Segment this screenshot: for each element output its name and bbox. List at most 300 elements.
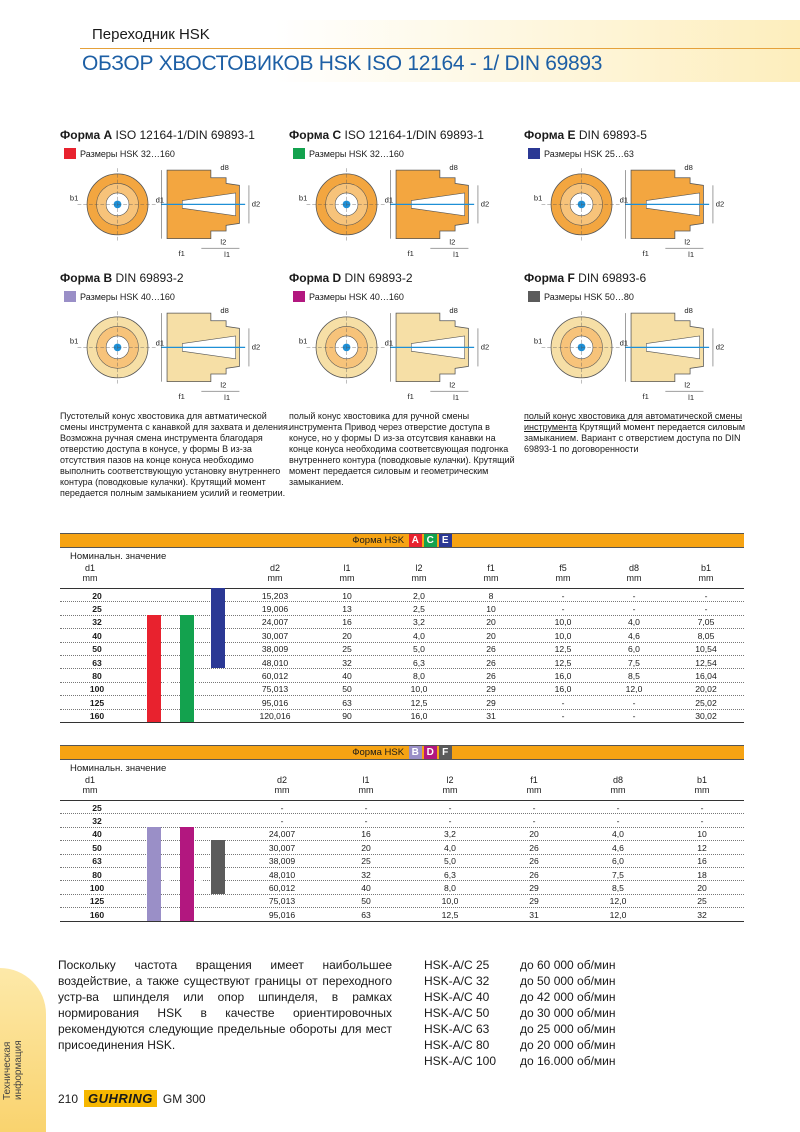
table-cell: 10 (697, 829, 707, 840)
column-name: d1 (84, 563, 95, 573)
column-unit: mm (82, 573, 98, 583)
column-unit: mm (442, 785, 458, 795)
dim-label-d2: d2 (715, 199, 725, 209)
table-row (60, 642, 744, 655)
form-size-range (64, 291, 300, 302)
form-title (289, 271, 529, 285)
form-standard: DIN 69893-6 (578, 271, 647, 285)
rpm-limit: до 42 000 об/мин (520, 990, 616, 1004)
rpm-limit: до 16.000 об/мин (520, 1054, 616, 1068)
form-size-text: Размеры HSK 25…63 (544, 148, 634, 159)
table-cell: - (704, 590, 708, 601)
table-cell: 90 (342, 711, 352, 722)
dim-label-l2: l2 (449, 237, 456, 247)
dim-label-d8: d8 (684, 163, 693, 173)
dim-label-l2: l2 (220, 380, 227, 390)
table-cell: 30,02 (695, 711, 717, 722)
table-cell: 18 (697, 869, 707, 880)
row-size: 25 (92, 603, 102, 614)
column-unit: mm (411, 573, 427, 583)
side-label-line-2: информация (13, 1040, 24, 1100)
row-size: 63 (92, 657, 102, 668)
table-row (60, 709, 744, 722)
table-caption (60, 745, 744, 760)
dim-label-f1: f1 (642, 391, 649, 401)
form-size-range (293, 291, 529, 302)
table-row (60, 827, 744, 840)
form-color-swatch (528, 291, 540, 302)
column-header-l1 (346, 775, 386, 795)
table-cell: - (632, 603, 636, 614)
table-caption-text: Форма HSK (352, 747, 405, 758)
column-header-b1 (686, 563, 726, 583)
table-cell: - (632, 590, 636, 601)
table-cell: 25 (361, 856, 371, 867)
table-cell: - (280, 815, 284, 826)
table-cell: 20 (342, 630, 352, 641)
column-unit: mm (358, 785, 374, 795)
table-cell: 29 (529, 896, 539, 907)
table-cell: 10,0 (441, 896, 459, 907)
column-header-d8 (614, 563, 654, 583)
dim-label-d2: d2 (480, 342, 490, 352)
table-row (60, 813, 744, 826)
rpm-list (424, 957, 616, 1069)
form-color-swatch (64, 148, 76, 159)
range-bar-F (211, 840, 225, 894)
table-row (60, 655, 744, 668)
table-cell: 24,007 (261, 617, 289, 628)
table-cell: 38,009 (261, 644, 289, 655)
table-row (60, 800, 744, 813)
dim-label-d8: d8 (220, 163, 229, 173)
table-cell: 25 (697, 896, 707, 907)
caption-letter-A: A (409, 534, 422, 547)
table-cell: 20,02 (695, 684, 717, 695)
column-header-d8 (598, 775, 638, 795)
dim-label-d2: d2 (715, 342, 725, 352)
range-bar-C (180, 615, 194, 722)
page-number: 210 (58, 1091, 79, 1106)
table-cell: 75,013 (261, 684, 289, 695)
table-cell: 16,04 (695, 670, 717, 681)
rpm-row (424, 989, 616, 1005)
column-unit: mm (610, 785, 626, 795)
form-4 (289, 271, 529, 401)
row-size: 63 (92, 856, 102, 867)
form-size-range (528, 148, 764, 159)
column-header-d1 (70, 563, 110, 583)
column-unit: mm (82, 785, 98, 795)
dim-label-l1: l1 (688, 392, 695, 402)
table-cell: 31 (529, 909, 539, 920)
form-title (289, 128, 529, 142)
form-title (524, 271, 764, 285)
row-size: 40 (92, 630, 102, 641)
form-label: Форма D (289, 271, 342, 285)
table-cell: 60,012 (261, 670, 289, 681)
form-drawing (532, 162, 732, 262)
column-header-l2 (399, 563, 439, 583)
rpm-row (424, 1037, 616, 1053)
dim-label-d8: d8 (449, 306, 458, 316)
form-standard: DIN 69893-2 (115, 271, 184, 285)
table-cell: - (280, 802, 284, 813)
dim-label-l2: l2 (449, 380, 456, 390)
table-cell: 40 (342, 670, 352, 681)
dim-label-l1: l1 (453, 249, 460, 259)
rpm-row (424, 1053, 616, 1069)
table-cell: 7,05 (697, 617, 715, 628)
caption-letter-C: C (424, 534, 437, 547)
table-row (60, 854, 744, 870)
column-unit: mm (698, 573, 714, 583)
table-cell: 10,0 (554, 630, 572, 641)
table-cell: - (448, 815, 452, 826)
description-rest: Крутящий момент передается силовым замыканием. Вариант с отверстием доступа по DIN 69893-1 по договоренности (524, 422, 746, 454)
form-size-text: Размеры HSK 40…160 (80, 291, 175, 302)
table-cell: 8,5 (612, 882, 624, 893)
page-subtitle: ОБЗОР ХВОСТОВИКОВ HSK ISO 12164 - 1/ DIN 69893 (82, 52, 603, 75)
row-size: 160 (89, 711, 105, 722)
rpm-row (424, 957, 616, 973)
form-2 (524, 128, 764, 258)
column-unit: mm (483, 573, 499, 583)
table-cell: 4,0 (444, 842, 456, 853)
table-cell: 13 (342, 603, 352, 614)
table-cell: - (364, 815, 368, 826)
column-header-d2 (262, 775, 302, 795)
table-cell: 12,5 (441, 909, 459, 920)
rpm-limit: до 25 000 об/мин (520, 1022, 616, 1036)
form-5 (524, 271, 764, 401)
dim-label-l2: l2 (684, 380, 691, 390)
form-title (60, 128, 300, 142)
form-color-swatch (293, 291, 305, 302)
dim-label-d8: d8 (220, 306, 229, 316)
table-cell: 6,3 (413, 657, 425, 668)
table-cell: 12,54 (695, 657, 717, 668)
table-cell: 8,0 (413, 670, 425, 681)
table-cell: - (632, 711, 636, 722)
form-size-text: Размеры HSK 32…160 (80, 148, 175, 159)
dim-label-f1: f1 (407, 391, 414, 401)
table-cell: 50 (342, 684, 352, 695)
table-cell: 12,0 (625, 684, 643, 695)
column-header-f1 (471, 563, 511, 583)
nominal-label: Номинальн. значение (70, 551, 167, 562)
table-row (60, 615, 744, 628)
table-cell: 63 (361, 909, 371, 920)
table-cell: 12 (697, 842, 707, 853)
form-label: Форма C (289, 128, 342, 142)
form-drawing (532, 305, 732, 405)
column-header-f5 (543, 563, 583, 583)
dim-label-d1: d1 (619, 195, 629, 205)
table-cell: - (632, 697, 636, 708)
table-cell: 95,016 (261, 697, 289, 708)
table-cell: 12,5 (554, 644, 572, 655)
dim-label-b1: b1 (69, 193, 79, 203)
table-cell: 10,54 (695, 644, 717, 655)
column-name: b1 (700, 563, 711, 573)
column-name: b1 (696, 775, 707, 785)
table-cell: 30,007 (268, 842, 296, 853)
dim-label-l2: l2 (220, 237, 227, 247)
row-size: 25 (92, 802, 102, 813)
dim-label-f1: f1 (642, 248, 649, 258)
range-bar-label-C: C (196, 675, 205, 690)
rpm-interface: HSK-A/C 25 (424, 958, 490, 972)
table-cell: 120,016 (259, 711, 291, 722)
table-cell: 4,0 (612, 829, 624, 840)
range-bar-label-F: F (227, 855, 235, 870)
rpm-row (424, 1021, 616, 1037)
row-size: 32 (92, 617, 102, 628)
table-cell: 10,0 (410, 684, 428, 695)
column-unit: mm (526, 785, 542, 795)
table-row (60, 588, 744, 601)
form-color-swatch (293, 148, 305, 159)
table-cell: 20 (529, 829, 539, 840)
table-cell: 32 (697, 909, 707, 920)
dim-label-f1: f1 (407, 248, 414, 258)
row-size: 125 (89, 697, 105, 708)
form-3 (60, 271, 300, 401)
table-cell: 2,5 (413, 603, 425, 614)
table-cell: 7,5 (612, 869, 624, 880)
table-cell: 6,0 (612, 856, 624, 867)
header-divider (80, 48, 800, 49)
dim-label-d2: d2 (480, 199, 490, 209)
table-cell: 10 (342, 590, 352, 601)
column-header-f1 (514, 775, 554, 795)
table-cell: 4,0 (628, 617, 640, 628)
dim-label-l1: l1 (224, 392, 231, 402)
form-standard: DIN 69893-2 (344, 271, 413, 285)
form-size-text: Размеры HSK 40…160 (309, 291, 404, 302)
table-cell: - (700, 802, 704, 813)
table-cell: 4,0 (413, 630, 425, 641)
table-cell: 31 (486, 711, 496, 722)
dim-label-b1: b1 (298, 193, 308, 203)
table-cell: 32 (342, 657, 352, 668)
table-row (60, 907, 744, 920)
form-size-range (528, 291, 764, 302)
table-cell: 26 (529, 856, 539, 867)
dim-label-d1: d1 (619, 338, 629, 348)
table-row (60, 628, 744, 641)
column-header-d1 (70, 775, 110, 795)
description-forms-e-f (524, 411, 746, 455)
table-cell: 10 (486, 603, 496, 614)
table-cell: 25 (342, 644, 352, 655)
table-cell: 95,016 (268, 909, 296, 920)
column-unit: mm (267, 573, 283, 583)
table-cell: 30,007 (261, 630, 289, 641)
table-cell: 4,6 (612, 842, 624, 853)
column-name: d2 (269, 563, 280, 573)
table-cell: 4,6 (628, 630, 640, 641)
table-cell: 48,010 (268, 869, 296, 880)
table-cell: - (561, 590, 565, 601)
table-caption (60, 533, 744, 548)
table-cell: - (364, 802, 368, 813)
table-bottom-rule (60, 921, 744, 922)
table-cell: 48,010 (261, 657, 289, 668)
caption-letter-E: E (439, 534, 452, 547)
form-1 (289, 128, 529, 258)
table-cell: 8,5 (628, 670, 640, 681)
column-name: d8 (628, 563, 639, 573)
table-cell: - (561, 697, 565, 708)
page-title: Переходник HSK (92, 26, 210, 43)
form-0 (60, 128, 300, 258)
dim-label-b1: b1 (69, 336, 79, 346)
table-cell: 20 (486, 617, 496, 628)
form-drawing (297, 305, 497, 405)
rpm-interface: HSK-A/C 40 (424, 990, 490, 1004)
table-cell: 19,006 (261, 603, 289, 614)
table-cell: 12,5 (410, 697, 428, 708)
table-bottom-rule (60, 722, 744, 723)
column-name: f1 (530, 775, 538, 785)
column-unit: mm (626, 573, 642, 583)
rpm-limit: до 50 000 об/мин (520, 974, 616, 988)
column-unit: mm (274, 785, 290, 795)
table-cell: 16,0 (410, 711, 428, 722)
nominal-label: Номинальн. значение (70, 763, 167, 774)
table-cell: 50 (361, 896, 371, 907)
table-row (60, 601, 744, 614)
form-size-range (293, 148, 529, 159)
rpm-interface: HSK-A/C 80 (424, 1038, 490, 1052)
table-cell: 16,0 (554, 670, 572, 681)
form-standard: ISO 12164-1/DIN 69893-1 (344, 128, 484, 142)
form-color-swatch (528, 148, 540, 159)
column-header-l1 (327, 563, 367, 583)
row-size: 80 (92, 869, 102, 880)
form-label: Форма E (524, 128, 576, 142)
table-cell: 32 (361, 869, 371, 880)
row-size: 50 (92, 842, 102, 853)
table-caption-text: Форма HSK (352, 535, 405, 546)
table-row (60, 695, 744, 708)
range-bar-label-E: E (227, 613, 236, 628)
dim-label-d1: d1 (384, 195, 394, 205)
rpm-limit: до 30 000 об/мин (520, 1006, 616, 1020)
rpm-limit: до 20 000 об/мин (520, 1038, 616, 1052)
range-bar-E (211, 588, 225, 668)
row-size: 20 (92, 590, 102, 601)
table-cell: - (704, 603, 708, 614)
column-name: f5 (559, 563, 567, 573)
table-cell: 16,0 (554, 684, 572, 695)
row-size: 40 (92, 829, 102, 840)
dim-label-l2: l2 (684, 237, 691, 247)
brand-logo (84, 1090, 157, 1107)
table-cell: 38,009 (268, 856, 296, 867)
row-size: 32 (92, 815, 102, 826)
form-title (60, 271, 300, 285)
table-cell: 12,0 (609, 896, 627, 907)
row-size: 125 (89, 896, 105, 907)
column-name: l2 (415, 563, 423, 573)
caption-letter-D: D (424, 746, 437, 759)
table-cell: 12,5 (554, 657, 572, 668)
table-cell: 25,02 (695, 697, 717, 708)
rpm-row (424, 973, 616, 989)
row-size: 80 (92, 670, 102, 681)
form-size-text: Размеры HSK 50…80 (544, 291, 634, 302)
column-name: l1 (343, 563, 351, 573)
table-cell: - (561, 603, 565, 614)
rpm-interface: HSK-A/C 32 (424, 974, 490, 988)
table-cell: 15,203 (261, 590, 289, 601)
table-cell: 16 (697, 856, 707, 867)
form-color-swatch (64, 291, 76, 302)
table-cell: 3,2 (413, 617, 425, 628)
dim-label-l1: l1 (453, 392, 460, 402)
column-unit: mm (694, 785, 710, 795)
row-size: 100 (89, 882, 105, 893)
table-cell: 24,007 (268, 829, 296, 840)
range-bar-label-D: D (196, 870, 205, 885)
form-drawing (68, 162, 268, 262)
column-name: l1 (362, 775, 370, 785)
table-cell: 16 (342, 617, 352, 628)
table-cell: 12,0 (609, 909, 627, 920)
row-size: 50 (92, 644, 102, 655)
caption-letter-F: F (439, 746, 452, 759)
table-cell: 40 (361, 882, 371, 893)
brand-name: GUHRING (88, 1091, 153, 1106)
table-cell: 60,012 (268, 882, 296, 893)
dim-label-d1: d1 (155, 338, 165, 348)
column-name: d2 (276, 775, 287, 785)
column-header-d2 (255, 563, 295, 583)
table-cell: - (532, 802, 536, 813)
table-cell: - (448, 802, 452, 813)
table-cell: 20 (486, 630, 496, 641)
dim-label-d8: d8 (684, 306, 693, 316)
dim-label-f1: f1 (178, 248, 185, 258)
table-cell: - (561, 711, 565, 722)
table-cell: 5,0 (444, 856, 456, 867)
table-cell: 5,0 (413, 644, 425, 655)
form-drawing (297, 162, 497, 262)
table-cell: 6,3 (444, 869, 456, 880)
table-cell: - (616, 815, 620, 826)
dim-label-b1: b1 (533, 336, 543, 346)
side-tab-label (2, 1040, 24, 1100)
table-cell: 8 (488, 590, 494, 601)
table-cell: 63 (342, 697, 352, 708)
column-header-b1 (682, 775, 722, 795)
dim-label-d1: d1 (155, 195, 165, 205)
dim-label-d8: d8 (449, 163, 458, 173)
dim-label-b1: b1 (533, 193, 543, 203)
rpm-interface: HSK-A/C 100 (424, 1054, 497, 1068)
form-size-text: Размеры HSK 32…160 (309, 148, 404, 159)
row-size: 160 (89, 909, 105, 920)
table-cell: 29 (486, 684, 496, 695)
dim-label-d2: d2 (251, 342, 261, 352)
table-cell: 6,0 (628, 644, 640, 655)
description-forms-a-b: Пустотелый конус хвостовика для автматической смены инструмента с канавкой для захвата и деления. Возможна ручная смена инструмента благодаря отверстию доступа в конусе, у формы B из-за отсутствия пазов на конце конуса необходимо выполнить соответствующую установку внутреннего контура (поводковые кулачки). Крутящий момент передается полным замыканием усилий и геометрии. (60, 411, 291, 498)
table-cell: 26 (486, 644, 496, 655)
table-cell: 20 (697, 882, 707, 893)
